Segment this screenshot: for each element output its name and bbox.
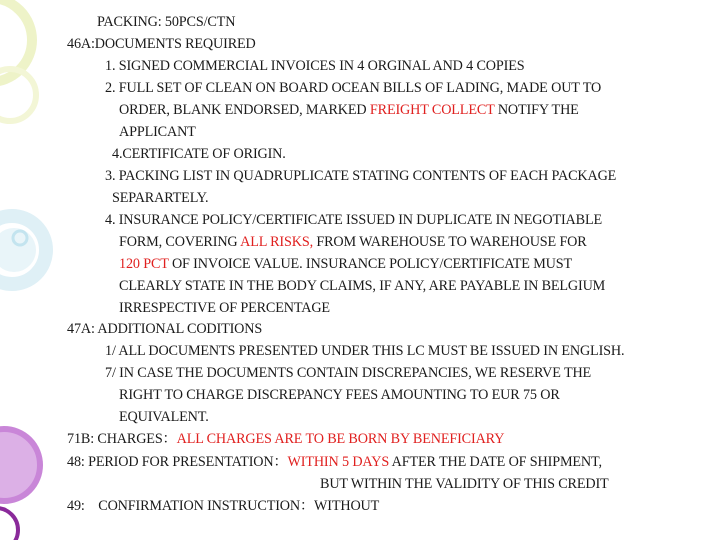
line-48-period (67, 453, 602, 471)
text-segment: NOTIFY THE (494, 102, 579, 118)
line-cond-7-cont-1 (119, 386, 560, 404)
line-cond-7-cont-2 (119, 408, 209, 426)
text-segment: 1. SIGNED COMMERCIAL INVOICES IN 4 ORGINAL AND 4 COPIES (105, 58, 525, 74)
text-segment: 4. INSURANCE POLICY/CERTIFICATE ISSUED IN DUPLICATE IN NEGOTIABLE (105, 212, 602, 228)
text-segment: 2. FULL SET OF CLEAN ON BOARD OCEAN BILLS OF LADING, MADE OUT TO (105, 80, 602, 96)
text-segment: 7/ IN CASE THE DOCUMENTS CONTAIN DISCREPANCIES, WE RESERVE THE (105, 365, 592, 381)
text-segment: 4.CERTIFICATE OF ORIGIN. (112, 146, 286, 162)
line-49-confirmation (67, 497, 379, 515)
line-doc-4-cont-2 (119, 255, 572, 273)
text-segment: 1/ ALL DOCUMENTS PRESENTED UNDER THIS LC MUST BE ISSUED IN ENGLISH. (105, 343, 625, 359)
line-cond-7 (105, 364, 591, 382)
text-segment: 46A:DOCUMENTS REQUIRED (67, 36, 256, 52)
line-doc-2-cont (119, 101, 579, 119)
line-doc-3-cont (112, 189, 208, 207)
line-71b-charges (67, 430, 504, 448)
line-doc-4-cont-1 (119, 233, 587, 251)
line-cond-1 (105, 342, 624, 360)
line-packing (97, 13, 235, 31)
text-segment: SEPARARTELY. (112, 190, 209, 206)
text-segment: ORDER, BLANK ENDORSED, MARKED (119, 102, 370, 118)
highlighted-text: ALL CHARGES ARE TO BE BORN BY BENEFICIARY (176, 431, 505, 447)
line-doc-2 (105, 79, 601, 97)
text-segment: 3. PACKING LIST IN QUADRUPLICATE STATING CONTENTS OF EACH PACKAGE (105, 168, 617, 184)
line-doc-3 (105, 167, 616, 185)
line-doc-4-cont-4 (119, 299, 330, 317)
highlighted-text: FREIGHT COLLECT (369, 102, 495, 118)
text-segment: FROM WAREHOUSE TO WAREHOUSE FOR (312, 234, 587, 250)
line-48-cont (320, 475, 609, 493)
line-46a-heading (67, 35, 256, 53)
text-segment: 71B: CHARGES： (67, 431, 177, 447)
text-segment: 47A: ADDITIONAL CODITIONS (67, 321, 263, 337)
text-segment: IRRESPECTIVE OF PERCENTAGE (119, 300, 330, 316)
text-segment: AFTER THE DATE OF SHIPMENT, (389, 454, 602, 470)
text-segment: EQUIVALENT. (119, 409, 209, 425)
text-segment: 48: PERIOD FOR PRESENTATION： (67, 454, 288, 470)
highlighted-text: WITHIN 5 DAYS (287, 454, 390, 470)
text-segment: APPLICANT (119, 124, 196, 140)
line-doc-4-cont-3 (119, 277, 605, 295)
line-doc-4-insurance (105, 211, 602, 229)
line-doc-2-applicant (119, 123, 196, 141)
line-47a-heading (67, 320, 262, 338)
highlighted-text: ALL RISKS, (240, 234, 313, 250)
line-doc-1 (105, 57, 524, 75)
text-segment: PACKING: 50PCS/CTN (97, 14, 236, 30)
text-segment: 49: CONFIRMATION INSTRUCTION：WITHOUT (67, 498, 380, 514)
text-segment: CLEARLY STATE IN THE BODY CLAIMS, IF ANY, ARE PAYABLE IN BELGIUM (119, 278, 606, 294)
line-doc-4-origin (112, 145, 286, 163)
highlighted-text: 120 PCT (119, 256, 169, 272)
text-segment: BUT WITHIN THE VALIDITY OF THIS CREDIT (320, 476, 609, 492)
text-segment: RIGHT TO CHARGE DISCREPANCY FEES AMOUNTING TO EUR 75 OR (119, 387, 560, 403)
text-segment: OF INVOICE VALUE. INSURANCE POLICY/CERTIFICATE MUST (168, 256, 573, 272)
text-segment: FORM, COVERING (119, 234, 241, 250)
